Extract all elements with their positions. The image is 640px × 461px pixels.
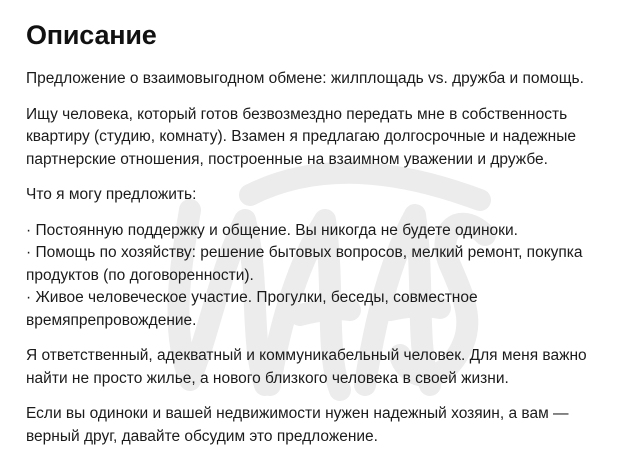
list-item <box>26 287 626 332</box>
bullet-dot: · <box>26 221 32 239</box>
list-item <box>26 220 626 243</box>
offer-list <box>26 220 626 333</box>
description-section <box>26 18 626 461</box>
request-text: Ищу человека, который готов безвозмездно передать мне в собственность квартиру (студию, комнату). Взамен я предлагаю долгосрочные и надежные партнерские отношения, построенные на взаимном уважении и дружбе. <box>26 105 576 168</box>
list-item-text: Помощь по хозяйству: решение бытовых вопросов, мелкий ремонт, покупка продуктов (по договоренности). <box>26 244 583 284</box>
offer-heading: Что я могу предложить: <box>26 186 197 203</box>
bullet-dot: · <box>26 244 32 261</box>
intro-text: Предложение о взаимовыгодном обмене: жилплощадь vs. дружба и помощь. <box>26 70 584 87</box>
closing-text: Если вы одиноки и вашей недвижимости нужен надежный хозяин, а вам — верный друг, давайте обсудим это предложение. <box>26 405 569 445</box>
list-item <box>26 242 626 287</box>
bullet-dot: · <box>26 289 32 306</box>
list-item-text: Живое человеческое участие. Прогулки, беседы, совместное времяпрепровождение. <box>26 289 478 329</box>
about-text: Я ответственный, адекватный и коммуникабельный человек. Для меня важно найти не просто жилье, а нового близкого человека в своей жизни. <box>26 347 587 387</box>
page-title: Описание <box>26 20 157 50</box>
list-item-text: Постоянную поддержку и общение. Вы никогда не будете одиноки. <box>35 221 518 239</box>
